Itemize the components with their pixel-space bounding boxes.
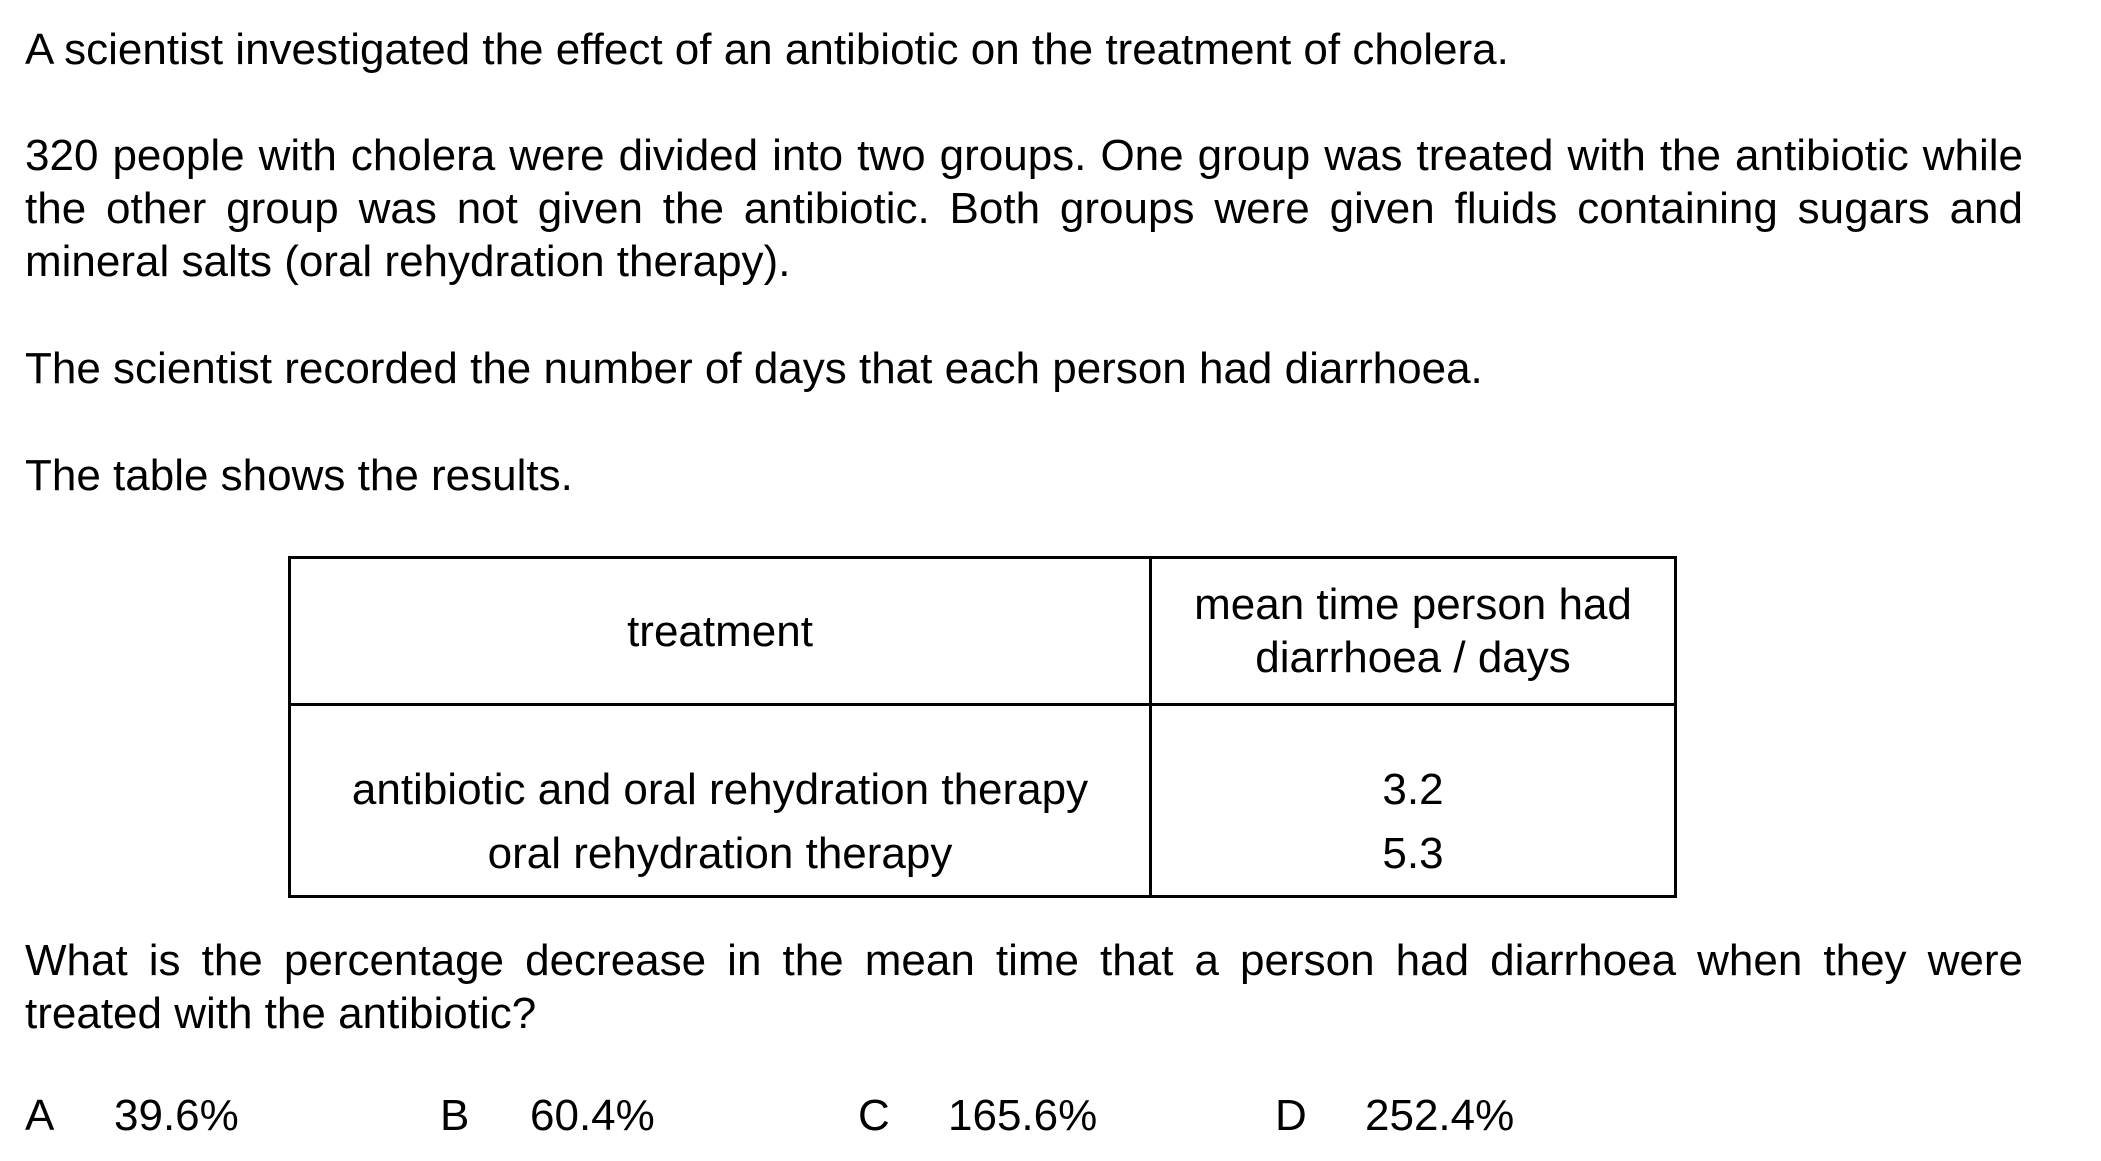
results-table xyxy=(288,556,1677,898)
option-letter: B xyxy=(440,1091,470,1140)
option-letter: A xyxy=(25,1091,55,1140)
option-value: 60.4% xyxy=(530,1091,655,1140)
answer-options xyxy=(0,1088,2101,1144)
method-paragraph: 320 people with cholera were divided into two groups. One group was treated with the antibiotic while the other group was not given the antibiotic. Both groups were given fluids containing sugars and mineral salts (oral rehydration therapy). xyxy=(25,131,2023,286)
treatment-cell: antibiotic and oral rehydration therapy xyxy=(290,705,1151,824)
table-header-row xyxy=(290,558,1676,705)
table-row xyxy=(290,705,1676,824)
table-intro-paragraph: The table shows the results. xyxy=(25,451,573,500)
option-letter: D xyxy=(1275,1091,1307,1140)
mean-time-cell: 5.3 xyxy=(1151,823,1676,897)
question-prompt: What is the percentage decrease in the mean time that a person had diarrhoea when they were treated with the antibiotic? xyxy=(25,936,2023,1038)
option-value: 165.6% xyxy=(948,1091,1098,1140)
mean-time-header-line-2: diarrhoea / days xyxy=(1255,633,1571,682)
intro-paragraph: A scientist investigated the effect of an antibiotic on the treatment of cholera. xyxy=(25,25,1509,74)
table-row xyxy=(290,823,1676,897)
treatment-column-header: treatment xyxy=(290,558,1151,705)
recording-paragraph: The scientist recorded the number of days that each person had diarrhoea. xyxy=(25,344,1483,393)
option-letter: C xyxy=(858,1091,890,1140)
option-value: 39.6% xyxy=(114,1091,239,1140)
mean-time-cell: 3.2 xyxy=(1151,705,1676,824)
mean-time-header-line-1: mean time person had xyxy=(1194,580,1632,629)
option-value: 252.4% xyxy=(1365,1091,1515,1140)
treatment-cell: oral rehydration therapy xyxy=(290,823,1151,897)
mean-time-column-header xyxy=(1151,558,1676,705)
